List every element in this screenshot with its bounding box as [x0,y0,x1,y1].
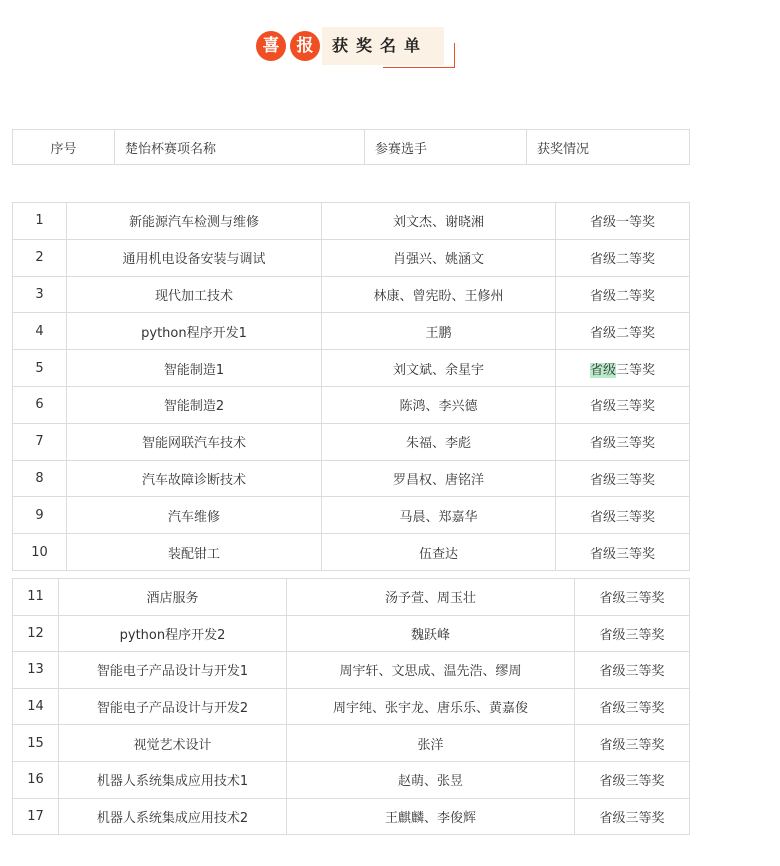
header-table [12,129,690,165]
cell-no: 14 [13,688,59,725]
header-row [13,130,690,165]
cell-event: 智能制造2 [67,386,322,423]
banner-title: 获奖名单 [322,27,444,65]
cell-event: 现代加工技术 [67,276,322,313]
cell-players: 林康、曾宪盼、王修州 [322,276,556,313]
cell-players: 张洋 [287,725,575,762]
cell-no: 2 [13,239,67,276]
cell-players: 朱福、李彪 [322,423,556,460]
cell-no: 16 [13,761,59,798]
cell-award: 省级三等奖 [575,579,690,616]
cell-award: 省级三等奖 [556,386,690,423]
cell-event: 智能电子产品设计与开发2 [59,688,287,725]
cell-event: 汽车维修 [67,497,322,534]
cell-players: 王鹏 [322,313,556,350]
table-row [13,688,690,725]
table-row [13,725,690,762]
cell-award: 省级三等奖 [556,534,690,571]
cell-players: 刘文杰、谢晓湘 [322,203,556,240]
announcement-banner [256,27,476,77]
awards-table-2 [12,578,690,835]
cell-event: python程序开发1 [67,313,322,350]
banner-side-line [454,43,455,68]
table-row [13,497,690,534]
cell-award: 省级三等奖 [575,615,690,652]
awards-table-1 [12,202,690,571]
table-row [13,579,690,616]
table-row [13,460,690,497]
cell-award: 省级二等奖 [556,313,690,350]
table-row [13,313,690,350]
cell-award: 省级三等奖 [575,652,690,689]
cell-no: 15 [13,725,59,762]
cell-no: 17 [13,798,59,835]
cell-no: 11 [13,579,59,616]
cell-event: 装配钳工 [67,534,322,571]
table-row [13,652,690,689]
badge-xi: 喜 [256,31,286,61]
cell-players: 肖强兴、姚涵文 [322,239,556,276]
award-rest: 三等奖 [616,362,656,378]
cell-award: 省级三等奖 [556,460,690,497]
table-row [13,276,690,313]
table-row [13,239,690,276]
header-no: 序号 [13,130,115,165]
table-row [13,386,690,423]
cell-award: 省级二等奖 [556,239,690,276]
cell-award: 省级一等奖 [556,203,690,240]
cell-players: 伍查达 [322,534,556,571]
cell-award: 省级三等奖 [575,798,690,835]
table-row [13,761,690,798]
cell-event: 视觉艺术设计 [59,725,287,762]
cell-award [556,350,690,387]
table-row [13,798,690,835]
cell-event: 智能网联汽车技术 [67,423,322,460]
cell-event: 智能电子产品设计与开发1 [59,652,287,689]
cell-award: 省级三等奖 [575,725,690,762]
banner-underline [383,67,455,68]
cell-no: 9 [13,497,67,534]
table-row [13,203,690,240]
cell-players: 周宇轩、文思成、温先浩、缪周 [287,652,575,689]
cell-no: 13 [13,652,59,689]
cell-event: python程序开发2 [59,615,287,652]
cell-award: 省级三等奖 [575,688,690,725]
cell-award: 省级三等奖 [556,423,690,460]
table-row [13,615,690,652]
header-players: 参赛选手 [365,130,527,165]
cell-event: 机器人系统集成应用技术1 [59,761,287,798]
cell-no: 4 [13,313,67,350]
award-highlight: 省级 [589,362,616,378]
table-row [13,350,690,387]
cell-event: 机器人系统集成应用技术2 [59,798,287,835]
cell-award: 省级三等奖 [575,761,690,798]
header-award: 获奖情况 [527,130,690,165]
cell-event: 酒店服务 [59,579,287,616]
cell-players: 罗昌权、唐铭洋 [322,460,556,497]
cell-players: 陈鸿、李兴德 [322,386,556,423]
cell-players: 周宇纯、张宇龙、唐乐乐、黄嘉俊 [287,688,575,725]
cell-no: 6 [13,386,67,423]
cell-no: 12 [13,615,59,652]
badge-bao: 报 [290,31,320,61]
cell-players: 汤予萱、周玉壮 [287,579,575,616]
cell-no: 1 [13,203,67,240]
cell-event: 通用机电设备安装与调试 [67,239,322,276]
cell-players: 刘文斌、余星宇 [322,350,556,387]
cell-players: 赵萌、张昱 [287,761,575,798]
cell-no: 5 [13,350,67,387]
cell-no: 7 [13,423,67,460]
cell-event: 新能源汽车检测与维修 [67,203,322,240]
table-row [13,534,690,571]
cell-event: 智能制造1 [67,350,322,387]
cell-award: 省级三等奖 [556,497,690,534]
cell-event: 汽车故障诊断技术 [67,460,322,497]
cell-players: 王麒麟、李俊辉 [287,798,575,835]
table-row [13,423,690,460]
cell-no: 10 [13,534,67,571]
cell-award: 省级二等奖 [556,276,690,313]
cell-no: 3 [13,276,67,313]
cell-players: 马晨、郑嘉华 [322,497,556,534]
cell-no: 8 [13,460,67,497]
header-event: 楚怡杯赛项名称 [115,130,365,165]
cell-players: 魏跃峰 [287,615,575,652]
